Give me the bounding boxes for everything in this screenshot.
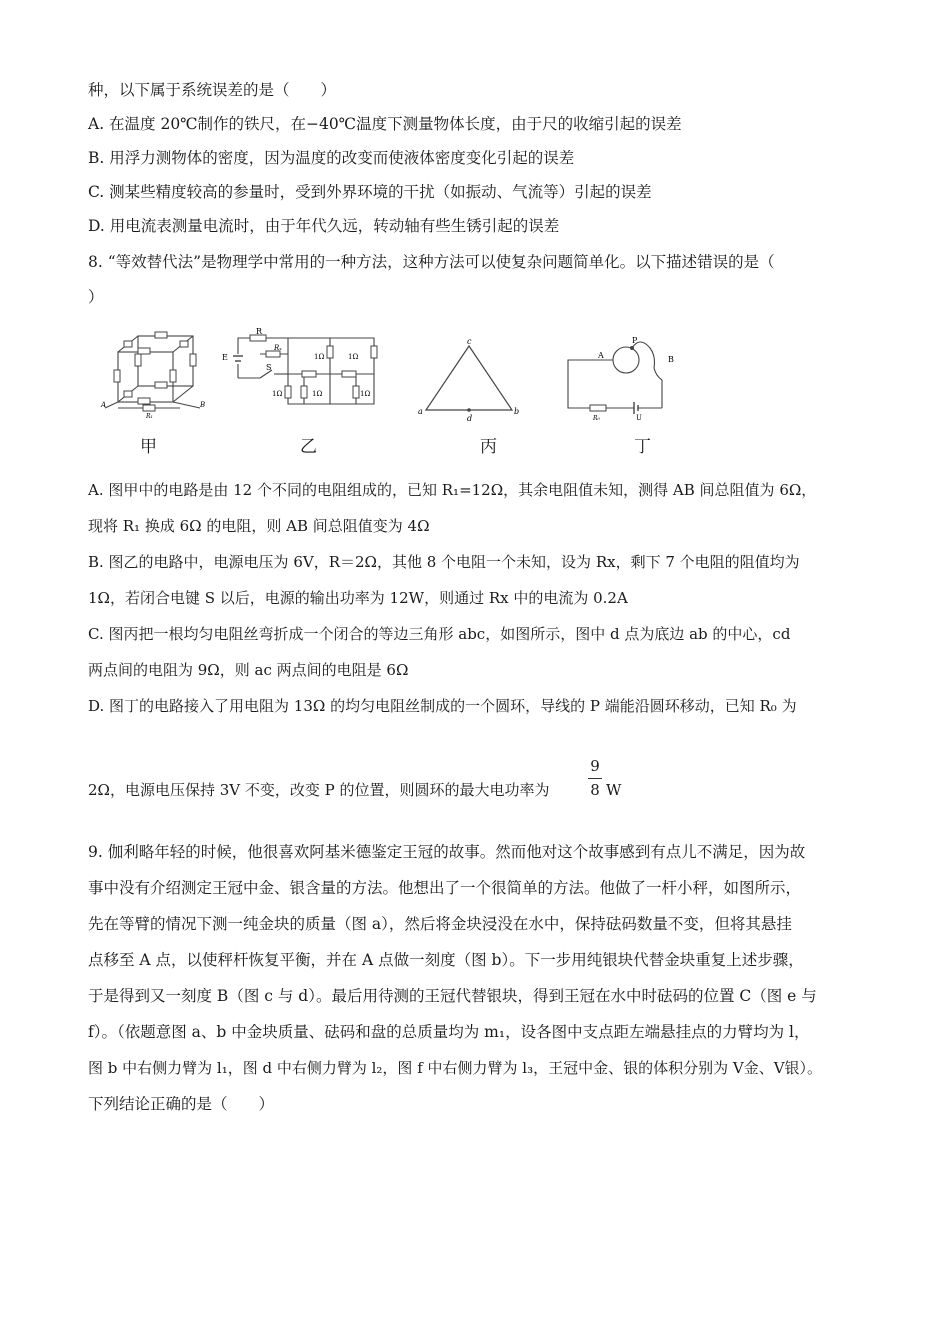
q8-option-c-line2: 两点间的电阻为 9Ω，则 ac 两点间的电阻是 6Ω: [88, 661, 409, 679]
q9-line8: 下列结论正确的是（ ）: [88, 1095, 275, 1113]
figure-jia-cube-circuit: [100, 328, 210, 418]
figure-bing-triangle: [414, 336, 524, 422]
q8-stem-line2: ）: [88, 288, 104, 306]
q8-stem-line1: 8. “等效替代法”是物理学中常用的一种方法，这种方法可以使复杂问题简单化。以下描述错误的是（: [88, 253, 775, 271]
ding-label-r0: R₀: [593, 415, 600, 420]
yi-label-1ohm: 1Ω: [314, 353, 325, 361]
power-unit: W: [606, 781, 622, 799]
bing-label-a: a: [418, 407, 423, 416]
yi-label-s: S: [266, 363, 272, 372]
figure-bing-caption: 丙: [480, 437, 497, 457]
q9-line4: 点移至 A 点，以使秤杆恢复平衡，并在 A 点做一刻度（图 b）。下一步用纯银块代替金块重复上述步骤，: [88, 951, 804, 969]
q8-option-a-line2: 现将 R₁ 换成 6Ω 的电阻，则 AB 间总阻值变为 4Ω: [88, 517, 430, 535]
yi-label-e: E: [222, 353, 228, 362]
q7-stem: 种，以下属于系统误差的是（ ）: [88, 81, 337, 99]
power-fraction: [588, 757, 602, 799]
q8-option-b-line1: B. 图乙的电路中，电源电压为 6V，R＝2Ω，其他 8 个电阻一个未知，设为 Rx，剩下 7 个电阻的阻值均为: [88, 553, 800, 571]
figure-yi-grid-circuit: [220, 326, 380, 412]
figure-ding-caption: 丁: [634, 437, 651, 457]
yi-label-r: R: [256, 327, 263, 336]
q8-option-a-line1: A. 图甲中的电路是由 12 个不同的电阻组成的，已知 R₁=12Ω，其余电阻值未知，测得 AB 间总阻值为 6Ω，: [88, 481, 817, 499]
yi-label-1ohm: 1Ω: [348, 353, 359, 361]
q9-line7: 图 b 中右侧力臂为 l₁，图 d 中右侧力臂为 l₂，图 f 中右侧力臂为 l₃，王冠中金、银的体积分别为 V金、V银）。: [88, 1059, 823, 1077]
figure-jia-caption: 甲: [140, 437, 157, 457]
yi-label-rx: Rₓ: [274, 344, 282, 352]
q7-option-a: A. 在温度 20℃制作的铁尺，在−40℃温度下测量物体长度，由于尺的收缩引起的误差: [88, 115, 682, 133]
jia-label-a: A: [101, 401, 107, 409]
q7-option-c: C. 测某些精度较高的参量时，受到外界环境的干扰（如振动、气流等）引起的误差: [88, 183, 652, 201]
q9-line2: 事中没有介绍测定王冠中金、银含量的方法。他想出了一个很简单的方法。他做了一杆小秤，如图所示，: [88, 879, 802, 897]
bing-label-d: d: [467, 414, 473, 422]
yi-label-1ohm: 1Ω: [312, 390, 323, 398]
q9-line6: f）。（依题意图 a、b 中金块质量、砝码和盘的总质量均为 m₁，设各图中支点距左端悬挂点的力臂均为 l，: [88, 1023, 810, 1041]
q7-option-b: B. 用浮力测物体的密度，因为温度的改变而使液体密度变化引起的误差: [88, 149, 575, 167]
q9-line3: 先在等臂的情况下测一纯金块的质量（图 a），然后将金块浸没在水中，保持砝码数量不变，但将其悬挂: [88, 915, 792, 933]
figure-ding-ring-circuit: [560, 334, 690, 420]
ding-label-b: B: [668, 355, 674, 364]
jia-label-r1: R₁: [146, 413, 153, 418]
q8-option-c-line1: C. 图丙把一根均匀电阻丝弯折成一个闭合的等边三角形 abc，如图所示，图中 d 点为底边 ab 的中心，cd: [88, 625, 791, 643]
q9-line5: 于是得到又一刻度 B（图 c 与 d）。最后用待测的王冠代替银块，得到王冠在水中时砝码的位置 C（图 e 与: [88, 987, 817, 1005]
q9-line1: 9. 伽利略年轻的时候，他很喜欢阿基米德鉴定王冠的故事。然而他对这个故事感到有点儿不满足，因为故: [88, 843, 806, 861]
fraction-denominator: 8: [590, 781, 600, 799]
yi-label-1ohm: 1Ω: [272, 390, 283, 398]
bing-label-c: c: [467, 337, 472, 346]
ding-label-p: P: [632, 336, 638, 345]
fraction-numerator: 9: [590, 757, 600, 775]
q8-option-d-line2: 2Ω，电源电压保持 3V 不变，改变 P 的位置，则圆环的最大电功率为: [88, 781, 550, 799]
q7-option-d: D. 用电流表测量电流时，由于年代久远，转动轴有些生锈引起的误差: [88, 217, 560, 235]
jia-label-b: B: [200, 401, 206, 409]
q8-option-b-line2: 1Ω，若闭合电键 S 以后，电源的输出功率为 12W，则通过 Rx 中的电流为 0.2A: [88, 589, 628, 607]
bing-label-b: b: [514, 407, 520, 416]
figure-yi-caption: 乙: [300, 437, 317, 457]
q8-option-d-line1: D. 图丁的电路接入了用电阻为 13Ω 的均匀电阻丝制成的一个圆环，导线的 P 端能沿圆环移动，已知 R₀ 为: [88, 697, 797, 715]
ding-label-a: A: [598, 351, 604, 360]
ding-label-u: U: [636, 414, 642, 420]
yi-label-1ohm: 1Ω: [360, 390, 371, 398]
